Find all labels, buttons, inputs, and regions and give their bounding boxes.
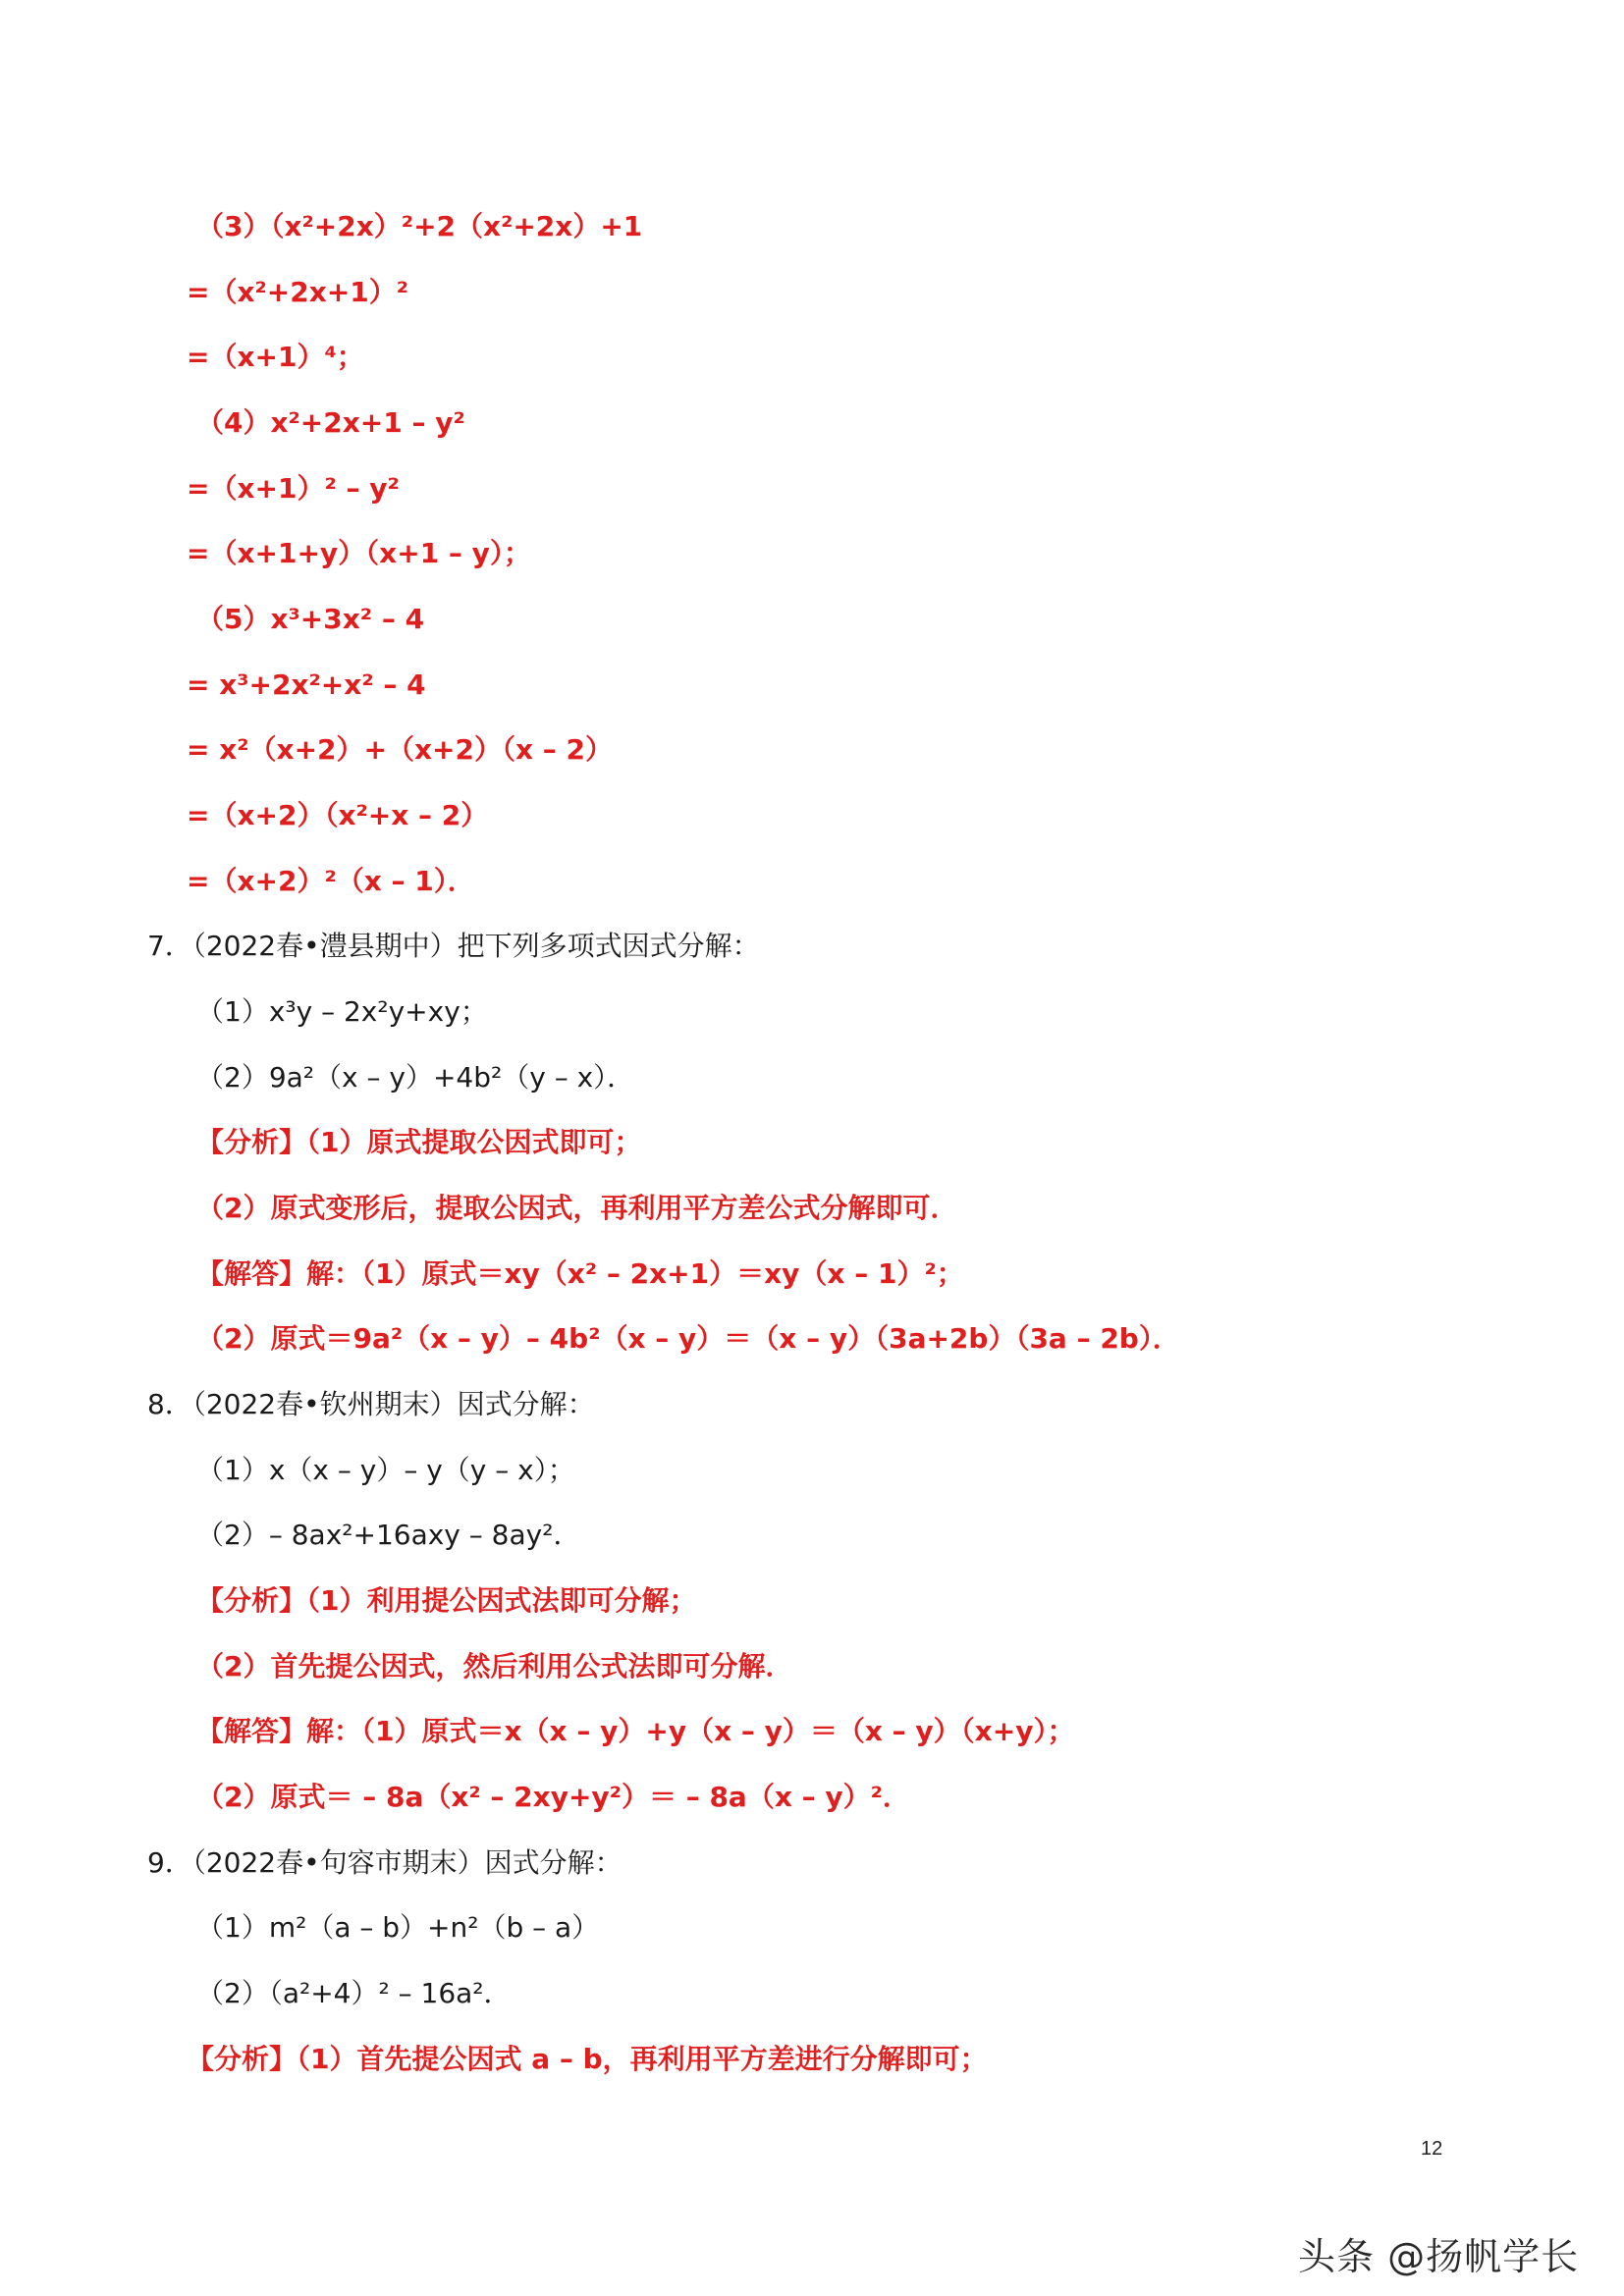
analysis-line: （2）原式变形后，提取公因式，再利用平方差公式分解即可． (196, 1192, 958, 1224)
answer-line: （2）原式＝9a²（x – y）– 4b²（x – y）＝（x – y）（3a+2b）（3a – 2b）． (196, 1322, 1180, 1355)
answer-line: （2）原式＝ – 8a（x² – 2xy+y²）＝ – 8a（x – y）²． (196, 1781, 910, 1813)
solution-line: （5）x³+3x² – 4 (196, 603, 425, 635)
answer-line: 【解答】解：（1）原式＝xy（x² – 2x+1）＝xy（x – 1）²； (196, 1257, 964, 1290)
watermark-text: 头条 @扬帆学长 (1298, 2235, 1580, 2278)
solution-line: =（x²+2x+1）² (187, 276, 408, 308)
solution-line: =（x+1）² – y² (187, 472, 400, 505)
page-number: 12 (1421, 2138, 1443, 2160)
question-part: （1）x（x – y）– y（y – x）； (196, 1454, 575, 1486)
solution-line: （3）（x²+2x）²+2（x²+2x）+1 (196, 210, 643, 242)
solution-line: = x²（x+2）+（x+2）（x – 2） (187, 733, 614, 766)
question-part: （2）（a²+4）² – 16a²． (196, 1977, 512, 2009)
question-part: （1）m²（a – b）+n²（b – a） (196, 1911, 600, 1944)
question-part: （2）– 8ax²+16axy – 8ay²． (196, 1519, 581, 1551)
analysis-line: （2）首先提公因式，然后利用公式法即可分解． (196, 1650, 793, 1682)
solution-line: = x³+2x²+x² – 4 (187, 668, 426, 701)
question-heading: 9．（2022春•句容市期末）因式分解： (147, 1846, 623, 1879)
solution-line: =（x+1+y）（x+1 – y）； (187, 537, 531, 569)
analysis-line: 【分析】（1）利用提公因式法即可分解； (196, 1584, 697, 1617)
solution-line: =（x+2）（x²+x – 2） (187, 799, 489, 831)
answer-line: 【解答】解：（1）原式＝x（x – y）+y（x – y）＝（x – y）（x+y）； (196, 1715, 1075, 1747)
analysis-line: 【分析】（1）原式提取公因式即可； (196, 1126, 642, 1158)
solution-line: （4）x²+2x+1 – y² (196, 406, 465, 439)
question-heading: 7．（2022春•澧县期中）把下列多项式因式分解： (147, 930, 760, 962)
question-heading: 8．（2022春•钦州期末）因式分解： (147, 1388, 595, 1420)
question-part: （1）x³y – 2x²y+xy； (196, 995, 488, 1028)
solution-line: =（x+1）⁴； (187, 341, 364, 373)
question-part: （2）9a²（x – y）+4b²（y – x）． (196, 1061, 635, 1094)
analysis-line: 【分析】（1）首先提公因式 a – b，再利用平方差进行分解即可； (187, 2043, 988, 2075)
solution-line: =（x+2）²（x – 1）． (187, 865, 475, 897)
